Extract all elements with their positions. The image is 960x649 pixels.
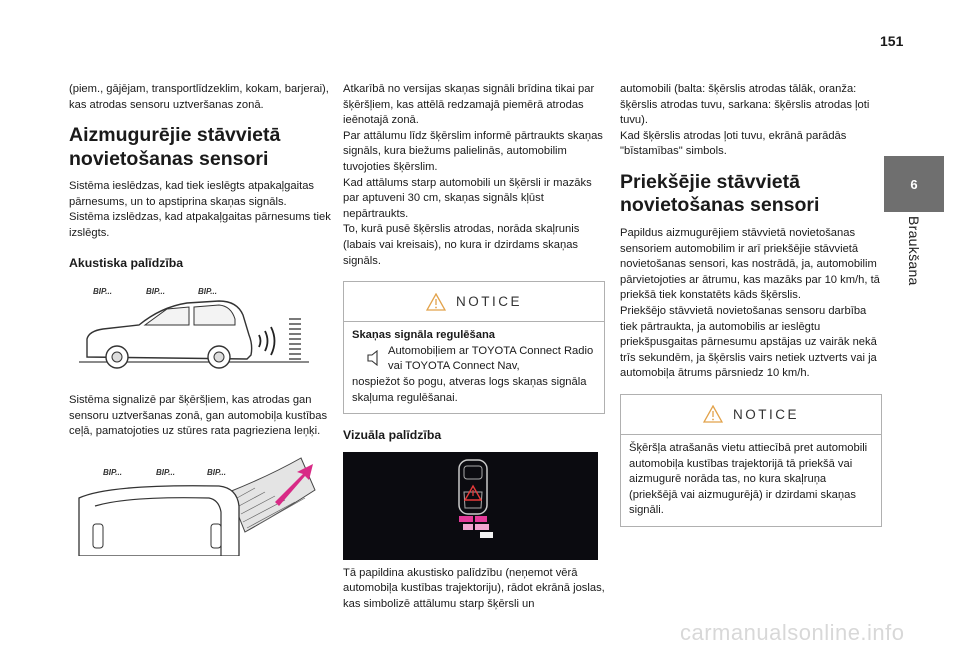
column-1 <box>69 82 331 556</box>
notice-box <box>343 281 605 414</box>
column-3 <box>620 82 882 539</box>
notice-body-text: Šķēršļa atrašanās vietu attiecībā pret automobili automobiļa kustības trajektorijā tā priekšā vai aizmugurē norāda tas, no kura skaļruņa (priekšējā vai aizmugurējā) ir dzirdami skaņas signāli. <box>629 441 868 517</box>
front-sensors-heading: Priekšējie stāvvietā novietošanas sensori <box>620 170 820 217</box>
notice-subtitle: Skaņas signāla regulēšana <box>352 329 496 342</box>
chapter-title: Braukšana <box>906 216 922 286</box>
notice-box <box>620 394 882 527</box>
bip-label: BIP... <box>156 467 175 477</box>
bip-label: BIP... <box>207 467 226 477</box>
bip-label: BIP... <box>146 287 165 297</box>
bip-label: BIP... <box>93 287 112 297</box>
bip-label: BIP... <box>198 287 217 297</box>
column-2 <box>343 82 605 612</box>
car-reversing-illustration <box>69 279 331 379</box>
notice-title: NOTICE <box>732 406 799 422</box>
intro-paragraph: (piem., gājējam, transportlīdzeklim, kokam, barjerai), kas atrodas sensoru uztveršanas zonā. <box>69 83 329 111</box>
notice-header <box>621 395 881 435</box>
visual-assist-heading: Vizuāla palīdzība <box>343 428 442 443</box>
front-sensors-paragraph: Papildus aizmugurējiem stāvvietā novietošanas sensoriem automobilim ir arī priekšējie stāvvietā novietošanas sensori, kas nostrādā, ja, automobilim pārvietojoties ar ātrumu, kas mazāks par 10 km/h, tā priekšā tiek konstatēts kāds šķērslis. Priekšējo stāvvietā novietošanas sensoru darbība tiek pārtraukta, ja automobilis ar ieslēgtu priekšpusgaitas pārnesumu apstājas uz vairāk nekā trīs sekundēm, ja šķērslis vairs netiek uztverts vai ja automobiļa ātrums pārsniedz 10 km/h. <box>620 226 880 380</box>
chapter-tab[interactable]: 6 <box>884 156 944 212</box>
parking-screen-image <box>343 452 598 560</box>
bip-label: BIP... <box>103 467 122 477</box>
watermark: carmanualsonline.info <box>680 620 905 645</box>
notice-title: NOTICE <box>455 293 522 309</box>
trajectory-paragraph: Sistēma signalizē par šķēršļiem, kas atrodas gan sensoru uztveršanas zonā, gan automobiļa kustības ceļā, pamatojoties uz stūres rata pagrieziena leņķi. <box>69 394 328 438</box>
notice-row-text: Automobiļiem ar TOYOTA Connect Radio vai TOYOTA Connect Nav, <box>388 344 594 373</box>
rear-sensors-paragraph: Sistēma ieslēdzas, kad tiek ieslēgts atpakaļgaitas pārnesums, un to apstiprina skaņas signāls. Sistēma izslēdzas, kad atpakaļgaitas pārnesums tiek izslēgts. <box>69 180 331 239</box>
warning-icon <box>703 405 723 423</box>
speaker-icon <box>366 350 380 366</box>
warning-icon <box>426 293 446 311</box>
visual-assist-paragraph: Tā papildina akustisko palīdzību (neņemot vērā automobiļa kustības trajektoriju), rādot ekrānā joslas, kas simbolizē attālumu starp šķērsli un <box>343 566 605 610</box>
page-number: 151 <box>880 33 904 49</box>
chapter-label <box>884 216 944 316</box>
rear-sensors-heading: Aizmugurējie stāvvietā novietošanas sensori <box>69 124 281 170</box>
acoustic-assist-heading: Akustiska palīdzība <box>69 255 184 270</box>
acoustic-detail-paragraph: Atkarībā no versijas skaņas signāli brīdina tikai par šķēršļiem, kas attēlā redzamajā piemērā atrodas ieēnotajā zonā. Par attālumu līdz šķērslim informē pārtraukts skaņas signāls, kura biežums palielinās, automobilim tuvojoties šķērslim. Kad attālums starp automobili un šķērsli ir mazāks par aptuveni 30 cm, skaņas signāls kļūst nepārtraukts. To, kurā pusē šķērslis atrodas, norāda skaļrunis (labais vai kreisais), no kura ir dzirdams skaņas signāls. <box>343 83 603 267</box>
notice-tail-text: nospiežot šo pogu, atveras logs skaņas signāla skaļuma regulēšanai. <box>352 375 587 404</box>
car-trajectory-illustration <box>69 446 331 556</box>
bar-colors-paragraph: automobili (balta: šķērslis atrodas tālāk, oranža: šķērslis atrodas tuvu, sarkana: šķērslis atrodas ļoti tuvu). Kad šķērslis atrodas ļoti tuvu, ekrānā parādās "bīstamības" simbols. <box>620 83 870 158</box>
wall-obstacle <box>289 319 301 359</box>
notice-header <box>344 282 604 322</box>
